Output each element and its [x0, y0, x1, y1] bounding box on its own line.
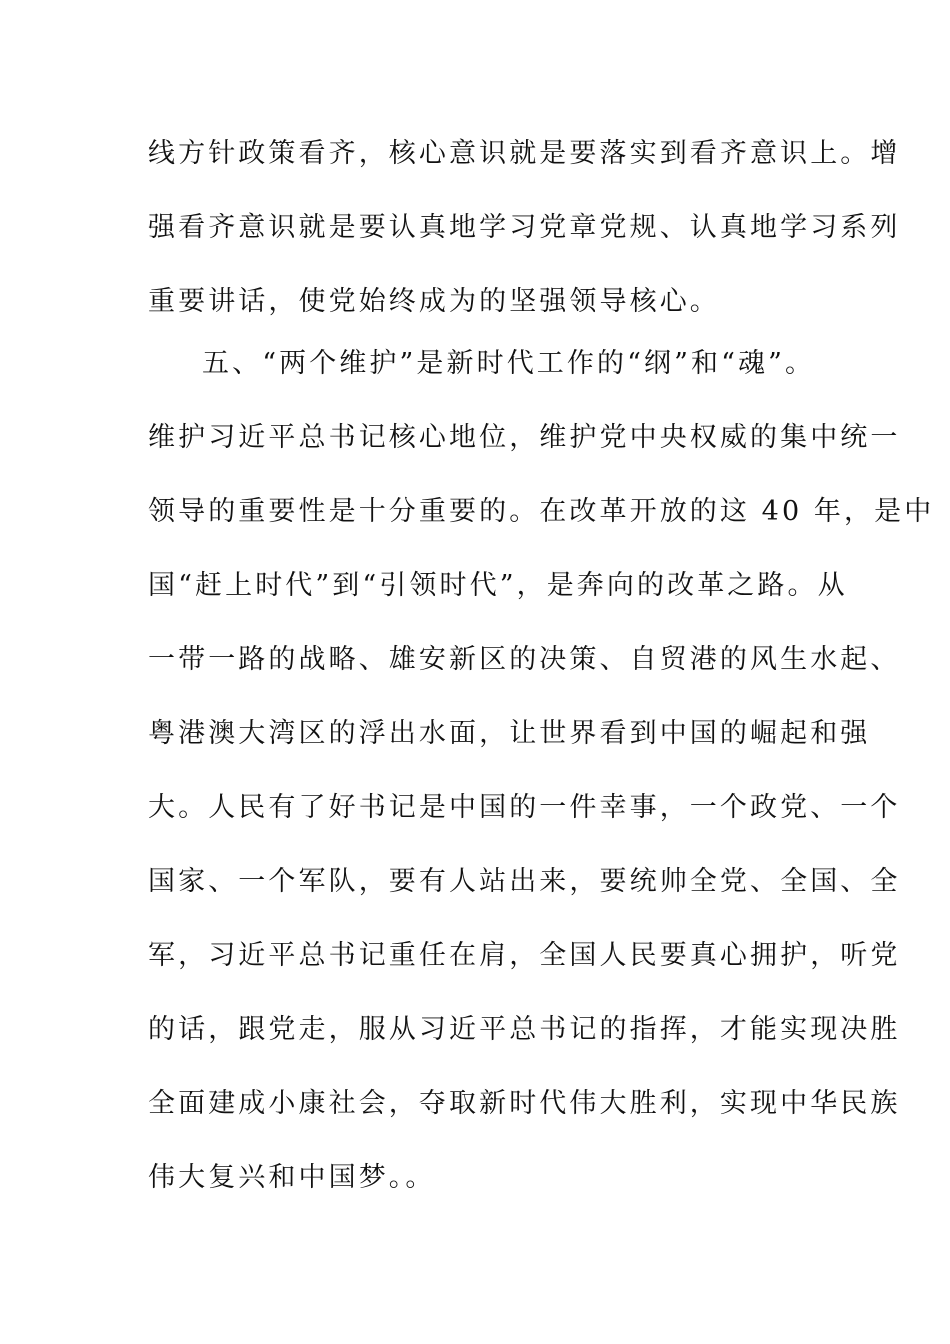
text-line: 维护习近平总书记核心地位，维护党中央权威的集中统一: [148, 422, 901, 453]
text-line: 全面建成小康社会，夺取新时代伟大胜利，实现中华民族: [148, 1088, 901, 1119]
text-line: 国家、一个军队，要有人站出来，要统帅全党、全国、全: [148, 866, 901, 897]
text-line: 重要讲话，使党始终成为的坚强领导核心。: [148, 286, 720, 317]
text-line: 军，习近平总书记重任在肩，全国人民要真心拥护，听党: [148, 940, 901, 971]
paragraph-heading: 五、“两个维护”是新时代工作的“纲”和“魂”。: [202, 348, 816, 379]
text-line: 国“赶上时代”到“引领时代”，是奔向的改革之路。从: [148, 570, 848, 601]
text-line: 伟大复兴和中国梦。。: [148, 1162, 436, 1193]
text-line: 粤港澳大湾区的浮出水面，让世界看到中国的崛起和强: [148, 718, 871, 749]
text-line: 强看齐意识就是要认真地学习党章党规、认真地学习系列: [148, 212, 901, 243]
text-line: 的话，跟党走，服从习近平总书记的指挥，才能实现决胜: [148, 1014, 901, 1045]
text-line: 线方针政策看齐，核心意识就是要落实到看齐意识上。增: [148, 138, 901, 169]
text-line: 一带一路的战略、雄安新区的决策、自贸港的风生水起、: [148, 644, 901, 675]
text-line: 大。人民有了好书记是中国的一件幸事，一个政党、一个: [148, 792, 901, 823]
text-line: 领导的重要性是十分重要的。在改革开放的这 40 年，是中: [148, 496, 935, 527]
